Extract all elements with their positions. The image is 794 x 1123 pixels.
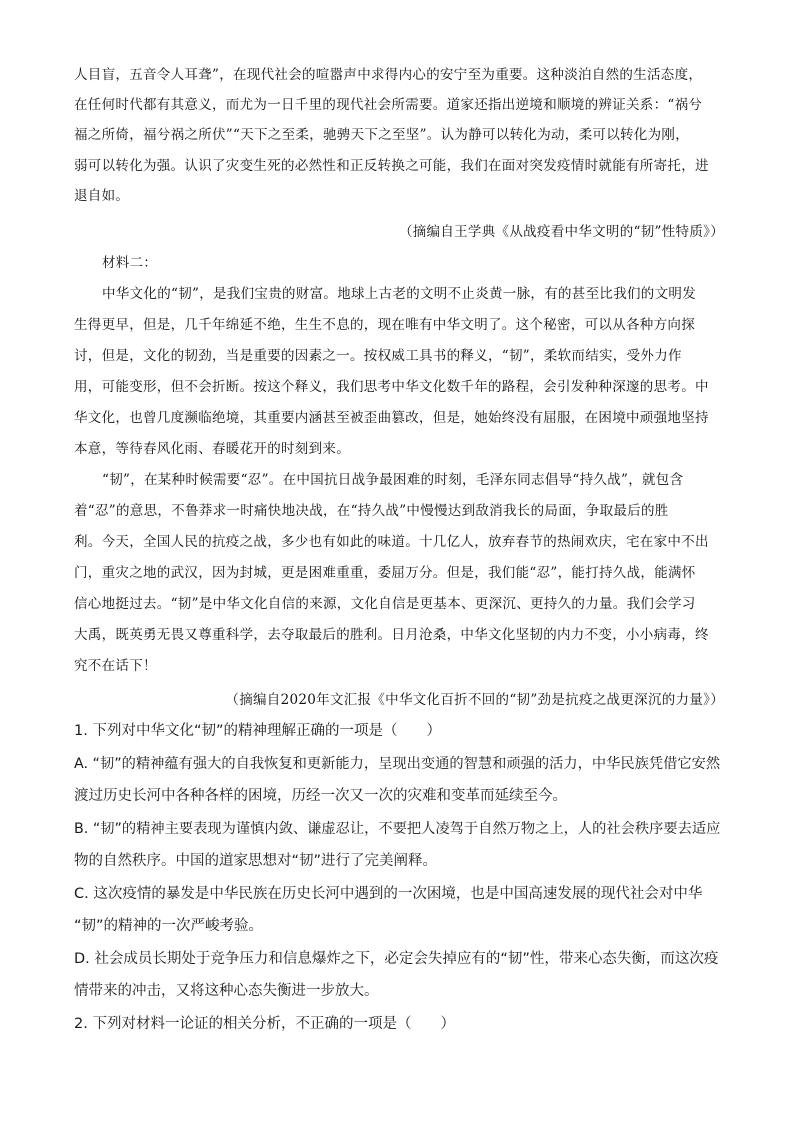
- material2-p2-line-7: 究不在话下！: [74, 658, 157, 674]
- material2-p1-line-1: 中华文化的“韧”，是我们宝贵的财富。地球上古老的文明不止炎黄一脉，有的甚至比我们的文明发: [102, 286, 697, 302]
- material2-p2-line-5: 信心地挺过去。“韧”是中华文化自信的来源，文化自信是更基本、更深沉、更持久的力量。我们会学习: [74, 596, 696, 612]
- material2-p2-line-4: 门，重灾之地的武汉，因为封城，更是困难重重，委屈万分。但是，我们能“忍”，能打持久战，能满怀: [74, 565, 696, 581]
- material1-line-3: 福之所倚，福兮祸之所伏”“天下之至柔，驰骋天下之至坚”。认为静可以转化为动，柔可以转化为刚，: [74, 127, 690, 143]
- question-1-option-a-line-1: A. “韧”的精神蕴有强大的自我恢复和更新能力，呈现出变通的智慧和顽强的活力，中华民族凭借它安然: [74, 756, 721, 772]
- question-1-option-d-line-2: 情带来的冲击，又将这种心态失衡进一步放大。: [74, 983, 379, 999]
- material1-line-2: 在任何时代都有其意义，而尤为一日千里的现代社会所需要。道家还指出逆境和顺境的辨证关系：“祸兮: [74, 97, 703, 113]
- material2-label: 材料二：: [102, 255, 158, 271]
- material2-p2-line-2: 着“忍”的意思，不鲁莽求一时痛快地决战，在“持久战”中慢慢达到敌消我长的局面，争取最后的胜: [74, 503, 669, 519]
- material2-source: （摘编自2020年文汇报《中华文化百折不回的“韧”劲是抗疫之战更深沉的力量》）: [225, 692, 724, 708]
- question-1-option-d-line-1: D. 社会成员长期处于竞争压力和信息爆炸之下，必定会失掉应有的“韧”性，带来心态失衡，而这次疫: [74, 951, 719, 967]
- material2-p1-line-5: 华文化，也曾几度濒临绝境，其重要内涵甚至被歪曲篡改，但是，她始终没有屈服，在困境中顽强地坚持: [74, 410, 709, 426]
- material2-p1-line-4: 用，可能变形，但不会折断。按这个释义，我们思考中华文化数千年的路程，会引发种种深邃的思考。中: [74, 379, 709, 395]
- material2-p2-line-3: 利。今天，全国人民的抗疫之战，多少也有如此的味道。十几亿人，放弃春节的热闹欢庆，宅在家中不出: [74, 534, 709, 550]
- material2-p1-line-3: 讨，但是，文化的韧劲，当是重要的因素之一。按权威工具书的释义，“韧”，柔软而结实，受外力作: [74, 348, 682, 364]
- question-1-option-c-line-2: “韧”的精神的一次严峻考验。: [74, 918, 264, 934]
- question-2-stem: 2. 下列对材料一论证的相关分析，不正确的一项是（ ）: [74, 1016, 455, 1032]
- question-1-stem: 1. 下列对中华文化“韧”的精神理解正确的一项是（ ）: [74, 723, 441, 739]
- material2-p2-line-6: 大禹，既英勇无畏又尊重科学，去夺取最后的胜利。日月沧桑，中华文化坚韧的内力不变，小小病毒，终: [74, 627, 709, 643]
- question-1-option-c-line-1: C. 这次疫情的暴发是中华民族在历史长河中遇到的一次困境，也是中国高速发展的现代社会对中华: [74, 886, 703, 902]
- question-1-option-b-line-1: B. “韧”的精神主要表现为谨慎内敛、谦虚忍让，不要把人凌驾于自然万物之上，人的社会秩序要去适应: [74, 821, 721, 837]
- material1-line-4: 弱可以转化为强。认识了灾变生死的必然性和正反转换之可能，我们在面对突发疫情时就能有所寄托，进: [74, 158, 709, 174]
- material1-source: （摘编自王学典《从战疫看中华文明的“韧”性特质》）: [398, 224, 724, 240]
- material1-line-1: 人目盲，五音令人耳聋”，在现代社会的喧嚣声中求得内心的安宁至为重要。这种淡泊自然的生活态度，: [74, 67, 703, 83]
- question-1-option-b-line-2: 物的自然秩序。中国的道家思想对“韧”进行了完美阐释。: [74, 853, 438, 869]
- question-1-option-a-line-2: 渡过历史长河中各种各样的困境，历经一次又一次的灾难和变革而延续至今。: [74, 788, 567, 804]
- material2-p2-line-1: “韧”，在某种时候需要“忍”。在中国抗日战争最困难的时刻，毛泽东同志倡导“持久战”，就包含: [102, 472, 684, 488]
- material2-p1-line-2: 生得更早，但是，几千年绵延不绝，生生不息的，现在唯有中华文明了。这个秘密，可以从各种方向探: [74, 317, 695, 333]
- material2-p1-line-6: 本意，等待春风化雨、春暖花开的时刻到来。: [74, 441, 350, 457]
- material1-line-5: 退自如。: [74, 188, 130, 204]
